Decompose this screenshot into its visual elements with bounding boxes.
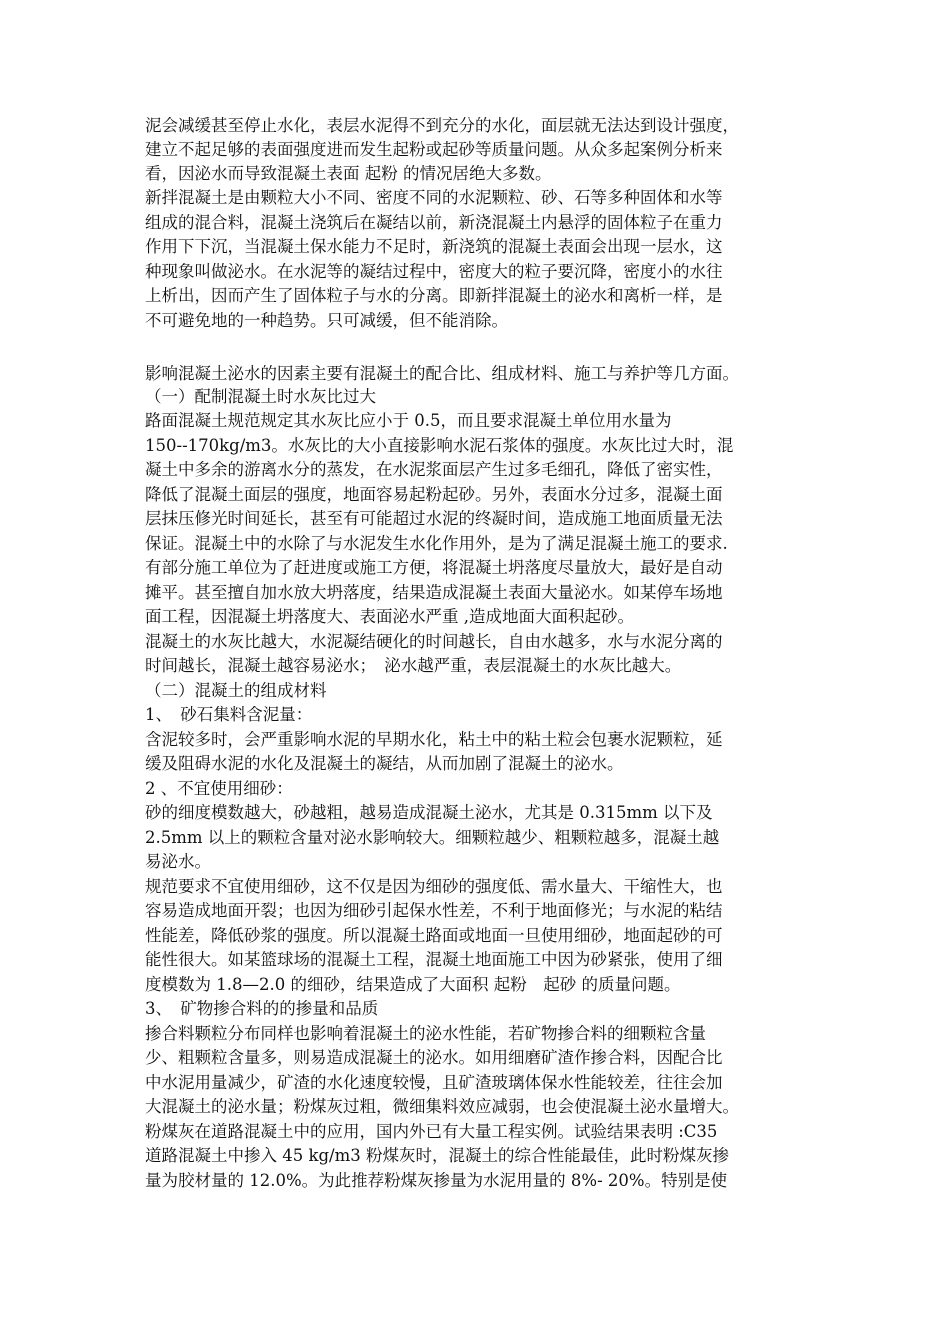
text-line: 掺合料颗粒分布同样也影响着混凝土的泌水性能，若矿物掺合料的细颗粒含量: [145, 1024, 706, 1043]
text-line: 性能差，降低砂浆的强度。所以混凝土路面或地面一旦使用细砂，地面起砂的可: [145, 926, 723, 945]
text-line: 2.5mm 以上的颗粒含量对泌水影响较大。细颗粒越少、粗颗粒越多，混凝土越: [145, 828, 720, 847]
text-line: 保证。混凝土中的水除了与水泥发生水化作用外，是为了满足混凝土施工的要求.: [145, 534, 728, 553]
text-line: 有部分施工单位为了赶进度或施工方便，将混凝土坍落度尽量放大，最好是自动: [145, 558, 723, 577]
text-line: 时间越长，混凝土越容易泌水； 泌水越严重，表层混凝土的水灰比越大。: [145, 656, 682, 675]
section-heading: （一）配制混凝土时水灰比过大: [145, 387, 376, 406]
text-line: 度模数为 1.8—2.0 的细砂，结果造成了大面积 起粉 起砂 的质量问题。: [145, 975, 681, 994]
text-line: 粉煤灰在道路混凝土中的应用，国内外已有大量工程实例。试验结果表明 :C35: [145, 1122, 718, 1141]
subsection-heading: 2 、不宜使用细砂：: [145, 779, 293, 798]
text-line: 凝土中多余的游离水分的蒸发，在水泥浆面层产生过多毛细孔，降低了密实性，: [145, 460, 723, 479]
text-line: 泥会减缓甚至停止水化，表层水泥得不到充分的水化，面层就无法达到设计强度，: [145, 116, 739, 135]
text-line: 不可避免地的一种趋势。只可减缓，但不能消除。: [145, 311, 508, 330]
text-line: 影响混凝土泌水的因素主要有混凝土的配合比、组成材料、施工与养护等几方面。: [145, 364, 739, 383]
text-line: 易泌水。: [145, 852, 211, 871]
text-line: 量为胶材量的 12.0%。为此推荐粉煤灰掺量为水泥用量的 8%- 20%。特别是使: [145, 1171, 728, 1190]
text-line: 路面混凝土规范规定其水灰比应小于 0.5，而且要求混凝土单位用水量为: [145, 411, 672, 430]
text-line: 中水泥用量减少，矿渣的水化速度较慢，且矿渣玻璃体保水性能较差，往往会加: [145, 1073, 723, 1092]
text-line: 少、粗颗粒含量多，则易造成混凝土的泌水。如用细磨矿渣作掺合料，因配合比: [145, 1048, 723, 1067]
text-line: 降低了混凝土面层的强度，地面容易起粉起砂。另外，表面水分过多，混凝土面: [145, 485, 723, 504]
text-line: 砂的细度模数越大，砂越粗，越易造成混凝土泌水，尤其是 0.315mm 以下及: [145, 803, 713, 822]
text-line: 容易造成地面开裂；也因为细砂引起保水性差，不利于地面修光；与水泥的粘结: [145, 901, 723, 920]
text-line: 上析出，因而产生了固体粒子与水的分离。即新拌混凝土的泌水和离析一样，是: [145, 286, 723, 305]
text-line: 能性很大。如某篮球场的混凝土工程，混凝土地面施工中因为砂紧张，使用了细: [145, 950, 723, 969]
section-heading: （二）混凝土的组成材料: [145, 681, 327, 700]
text-line: 种现象叫做泌水。在水泥等的凝结过程中，密度大的粒子要沉降，密度小的水往: [145, 262, 723, 281]
text-line: 面工程，因混凝土坍落度大、表面泌水严重 ,造成地面大面积起砂。: [145, 607, 634, 626]
text-line: 150--170kg/m3。水灰比的大小直接影响水泥石浆体的强度。水灰比过大时，混: [145, 436, 734, 455]
text-line: 道路混凝土中掺入 45 kg/m3 粉煤灰时，混凝土的综合性能最佳，此时粉煤灰掺: [145, 1146, 729, 1165]
subsection-heading: 3、 矿物掺合料的的掺量和品质: [145, 999, 379, 1018]
text-line: 建立不起足够的表面强度进而发生起粉或起砂等质量问题。从众多起案例分析来: [145, 140, 723, 159]
text-line: 含泥较多时，会严重影响水泥的早期水化，粘土中的粘土粒会包裹水泥颗粒，延: [145, 730, 723, 749]
text-line: 规范要求不宜使用细砂，这不仅是因为细砂的强度低、需水量大、干缩性大，也: [145, 877, 723, 896]
text-line: 缓及阻碍水泥的水化及混凝土的凝结，从而加剧了混凝土的泌水。: [145, 754, 624, 773]
subsection-heading: 1、 砂石集料含泥量：: [145, 705, 313, 724]
text-line: 摊平。甚至擅自加水放大坍落度，结果造成混凝土表面大量泌水。如某停车场地: [145, 583, 723, 602]
text-line: 组成的混合料，混凝土浇筑后在凝结以前，新浇混凝土内悬浮的固体粒子在重力: [145, 213, 723, 232]
text-line: 作用下下沉，当混凝土保水能力不足时，新浇筑的混凝土表面会出现一层水，这: [145, 237, 723, 256]
text-line: 层抹压修光时间延长，甚至有可能超过水泥的终凝时间，造成施工地面质量无法: [145, 509, 723, 528]
text-line: 混凝土的水灰比越大，水泥凝结硬化的时间越长，自由水越多，水与水泥分离的: [145, 632, 723, 651]
text-line: 新拌混凝土是由颗粒大小不同、密度不同的水泥颗粒、砂、石等多种固体和水等: [145, 188, 723, 207]
text-line: 大混凝土的泌水量；粉煤灰过粗，微细集料效应减弱，也会使混凝土泌水量增大。: [145, 1097, 739, 1116]
text-line: 看，因泌水而导致混凝土表面 起粉 的情况居绝大多数。: [145, 164, 552, 183]
